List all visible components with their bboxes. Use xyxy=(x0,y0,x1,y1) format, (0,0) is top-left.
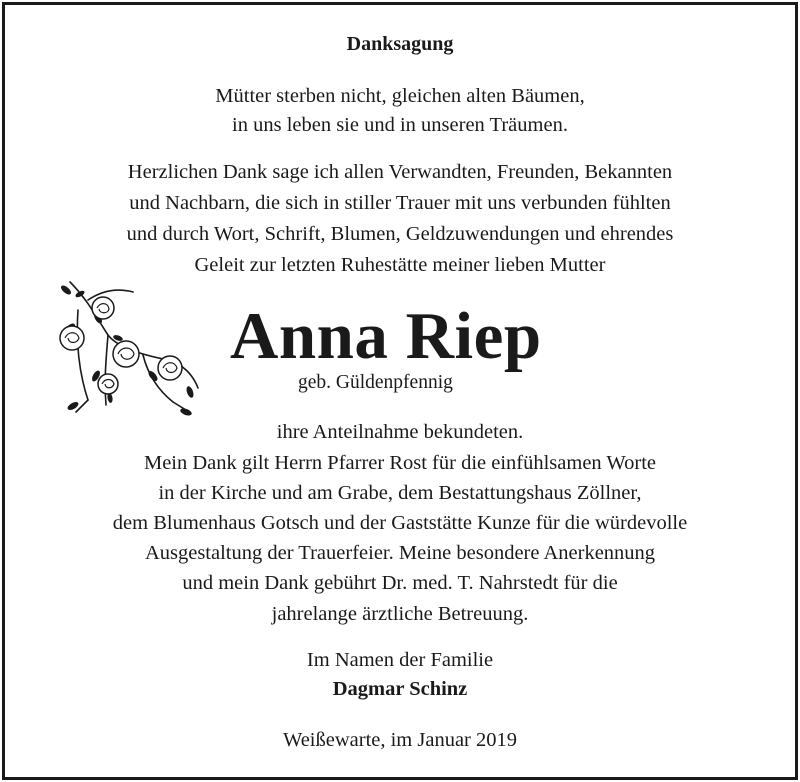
deceased-name: Anna Riep xyxy=(230,299,542,373)
thanks-line-6: und mein Dank gebührt Dr. med. T. Nahrstedt für die xyxy=(182,572,618,594)
poem-line-2: in uns leben sie und in unseren Träumen. xyxy=(232,114,568,136)
intro-line-3: und durch Wort, Schrift, Blumen, Geldzuwendungen und ehrendes xyxy=(126,223,674,245)
thanks-line-2: Mein Dank gilt Herrn Pfarrer Rost für die einfühlsamen Worte xyxy=(143,452,657,474)
thanks-line-1: ihre Anteilnahme bekundeten. xyxy=(276,421,524,443)
intro-line-2: und Nachbarn, die sich in stiller Trauer mit uns verbunden fühlten xyxy=(129,192,671,214)
intro-line-4: Geleit zur letzten Ruhestätte meiner lieben Mutter xyxy=(194,254,606,276)
poem-line-1: Mütter sterben nicht, gleichen alten Bäumen, xyxy=(215,85,585,107)
thanks-line-5: Ausgestaltung der Trauerfeier. Meine besondere Anerkennung xyxy=(144,542,656,564)
thanks-line-4: dem Blumenhaus Gotsch und der Gaststätte Kunze für die würdevolle xyxy=(112,512,688,534)
signature-intro: Im Namen der Familie xyxy=(306,649,494,671)
roses-icon xyxy=(48,280,208,420)
thanks-line-3: in der Kirche und am Grabe, dem Bestattungshaus Zöllner, xyxy=(158,482,642,504)
notice-title: Danksagung xyxy=(346,33,454,55)
place-date: Weißewarte, im Januar 2019 xyxy=(282,729,518,751)
intro-line-1: Herzlichen Dank sage ich allen Verwandten, Freunden, Bekannten xyxy=(127,161,673,183)
signature-name: Dagmar Schinz xyxy=(332,678,468,700)
birth-name: geb. Güldenpfennig xyxy=(298,372,453,393)
thanks-line-7: jahrelange ärztliche Betreuung. xyxy=(271,603,529,625)
